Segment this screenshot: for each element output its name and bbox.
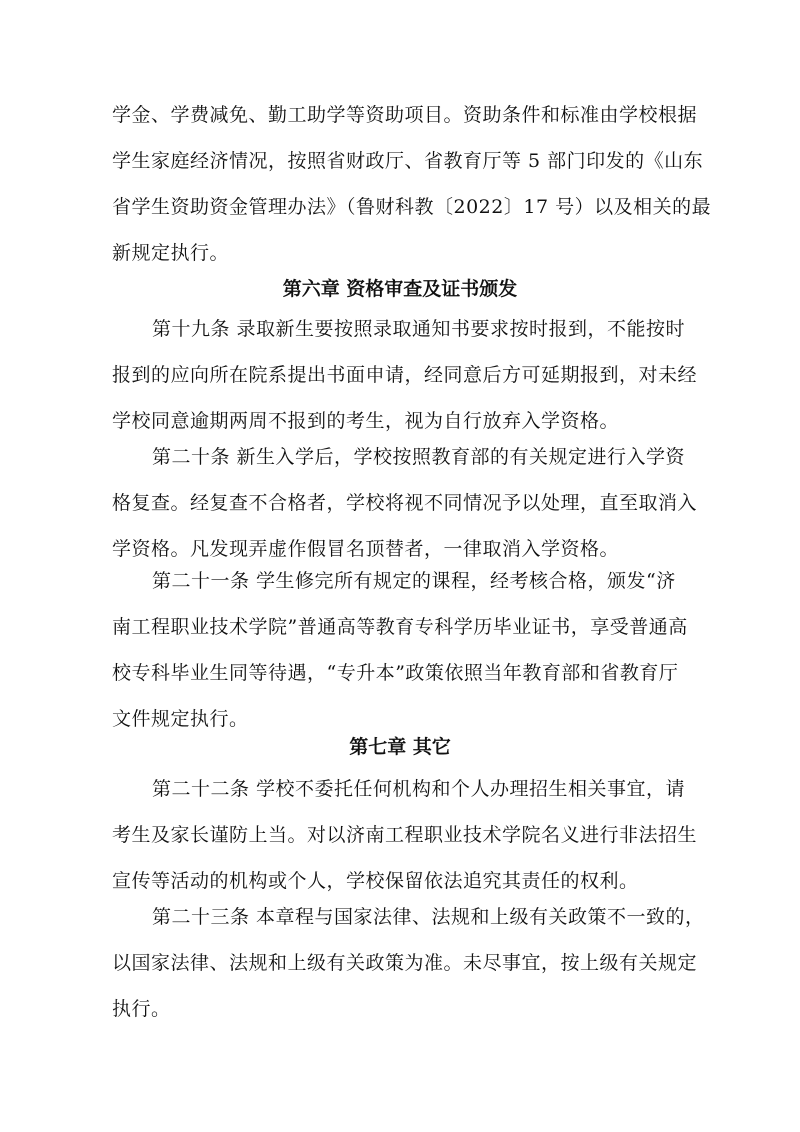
text-line: 执行。 — [112, 998, 171, 1020]
text-line: 学校同意逾期两周不报到的考生，视为自行放弃入学资格。 — [112, 410, 620, 432]
text-line: 第十九条 录取新生要按照录取通知书要求按时报到，不能按时 — [152, 318, 686, 340]
article-22 — [112, 766, 698, 904]
text-line: 宣传等活动的机构或个人，学校保留依法追究其责任的权利。 — [112, 870, 639, 892]
article-21 — [112, 558, 692, 742]
text-line: 学金、学费减免、勤工助学等资助项目。资助条件和标准由学校根据 — [112, 104, 698, 126]
text-line: 报到的应向所在院系提出书面申请，经同意后方可延期报到，对未经 — [112, 364, 698, 386]
text-line: 考生及家长谨防上当。对以济南工程职业技术学院名义进行非法招生 — [112, 824, 698, 846]
chapter-6-heading: 第六章 资格审查及证书颁发 — [282, 278, 518, 300]
text-line: 新规定执行。 — [112, 242, 230, 264]
text-line: 南工程职业技术学院”普通高等教育专科学历毕业证书，享受普通高 — [112, 616, 688, 638]
text-line: 学生家庭经济情况，按照省财政厅、省教育厅等 5 部门印发的《山东 — [112, 150, 704, 172]
text-line: 第二十一条 学生修完所有规定的课程，经考核合格，颁发“济 — [152, 570, 676, 592]
text-line: 第二十条 新生入学后，学校按照教育部的有关规定进行入学资 — [152, 446, 686, 468]
chapter-7-heading: 第七章 其它 — [349, 736, 451, 758]
text-line: 文件规定执行。 — [112, 708, 249, 730]
text-line: 格复查。经复查不合格者，学校将视不同情况予以处理，直至取消入 — [112, 492, 698, 514]
text-line: 省学生资助资金管理办法》（鲁财科教〔2022〕17 号）以及相关的最 — [112, 196, 712, 218]
text-line: 第二十三条 本章程与国家法律、法规和上级有关政策不一致的， — [152, 906, 705, 928]
paragraph-funding — [112, 92, 712, 276]
text-line: 校专科毕业生同等待遇，“专升本”政策依照当年教育部和省教育厅 — [112, 662, 679, 684]
text-line: 以国家法律、法规和上级有关政策为准。未尽事宜，按上级有关规定 — [112, 952, 698, 974]
article-19 — [112, 306, 698, 444]
text-line: 学资格。凡发现弄虚作假冒名顶替者，一律取消入学资格。 — [112, 538, 620, 560]
text-line: 第二十二条 学校不委托任何机构和个人办理招生相关事宜，请 — [152, 778, 686, 800]
article-20 — [112, 434, 698, 572]
article-23 — [112, 894, 705, 1032]
